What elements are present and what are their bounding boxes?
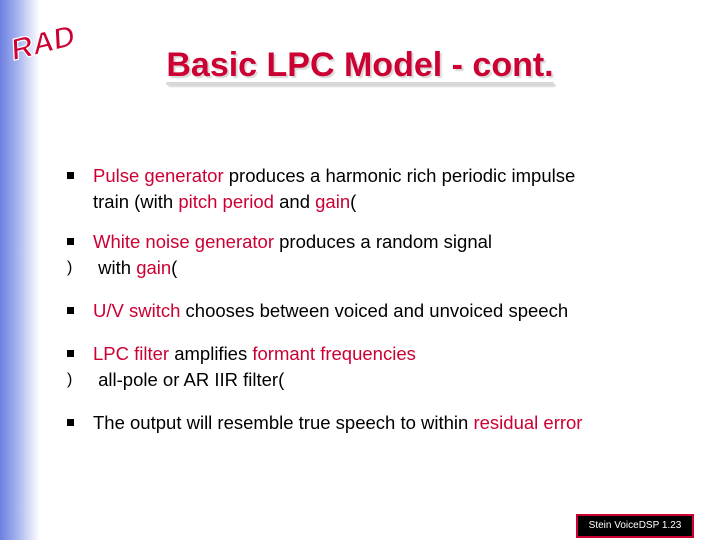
page-title: Basic LPC Model - cont. [166, 46, 554, 84]
bullet-square-icon [67, 307, 74, 314]
bullet-line-1 [93, 229, 492, 255]
text-run: with [93, 257, 137, 278]
text-run: produces a harmonic rich periodic impulse [223, 165, 576, 186]
bullet-square-icon [67, 238, 74, 245]
bullet-line-2 [93, 255, 492, 281]
bullet-line-2 [93, 189, 575, 215]
highlighted-term: Pulse generator [93, 165, 224, 186]
text-run: train (with [93, 191, 179, 212]
bullet-line-1 [93, 410, 582, 436]
bullet-line-1 [93, 163, 575, 189]
text-run: all-pole or AR IIR filter( [93, 369, 285, 390]
highlighted-term: LPC filter [93, 343, 170, 364]
logo-text: RAD [7, 19, 79, 68]
text-run: produces a random signal [274, 231, 493, 252]
bullet-line-1 [93, 298, 568, 324]
bullet-text [93, 341, 416, 393]
bullet-square-icon [67, 350, 74, 357]
bullet-text [93, 410, 582, 436]
bullet-square-icon [67, 172, 74, 179]
bullet-text [93, 163, 575, 215]
highlighted-term: residual error [473, 412, 583, 433]
text-run: The output will resemble true speech to within [93, 412, 474, 433]
text-run: and [273, 191, 316, 212]
text-run: amplifies [169, 343, 253, 364]
bullet-text [93, 229, 492, 281]
text-run: ( [171, 257, 178, 278]
text-run: chooses between voiced and unvoiced speech [180, 300, 569, 321]
highlighted-term: gain [315, 191, 351, 212]
bullet-text [93, 298, 568, 324]
highlighted-term: pitch period [178, 191, 274, 212]
bullet-line-2 [93, 367, 416, 393]
highlighted-term: gain [136, 257, 172, 278]
bullet-line-1 [93, 341, 416, 367]
sub-bullet-marker: ) [67, 371, 73, 388]
text-run: ( [350, 191, 357, 212]
highlighted-term: White noise generator [93, 231, 274, 252]
bullet-square-icon [67, 419, 74, 426]
sub-bullet-marker: ) [67, 259, 73, 276]
footer-slide-label: Stein VoiceDSP 1.23 [576, 514, 694, 538]
highlighted-term: U/V switch [93, 300, 181, 321]
highlighted-term: formant frequencies [252, 343, 416, 364]
